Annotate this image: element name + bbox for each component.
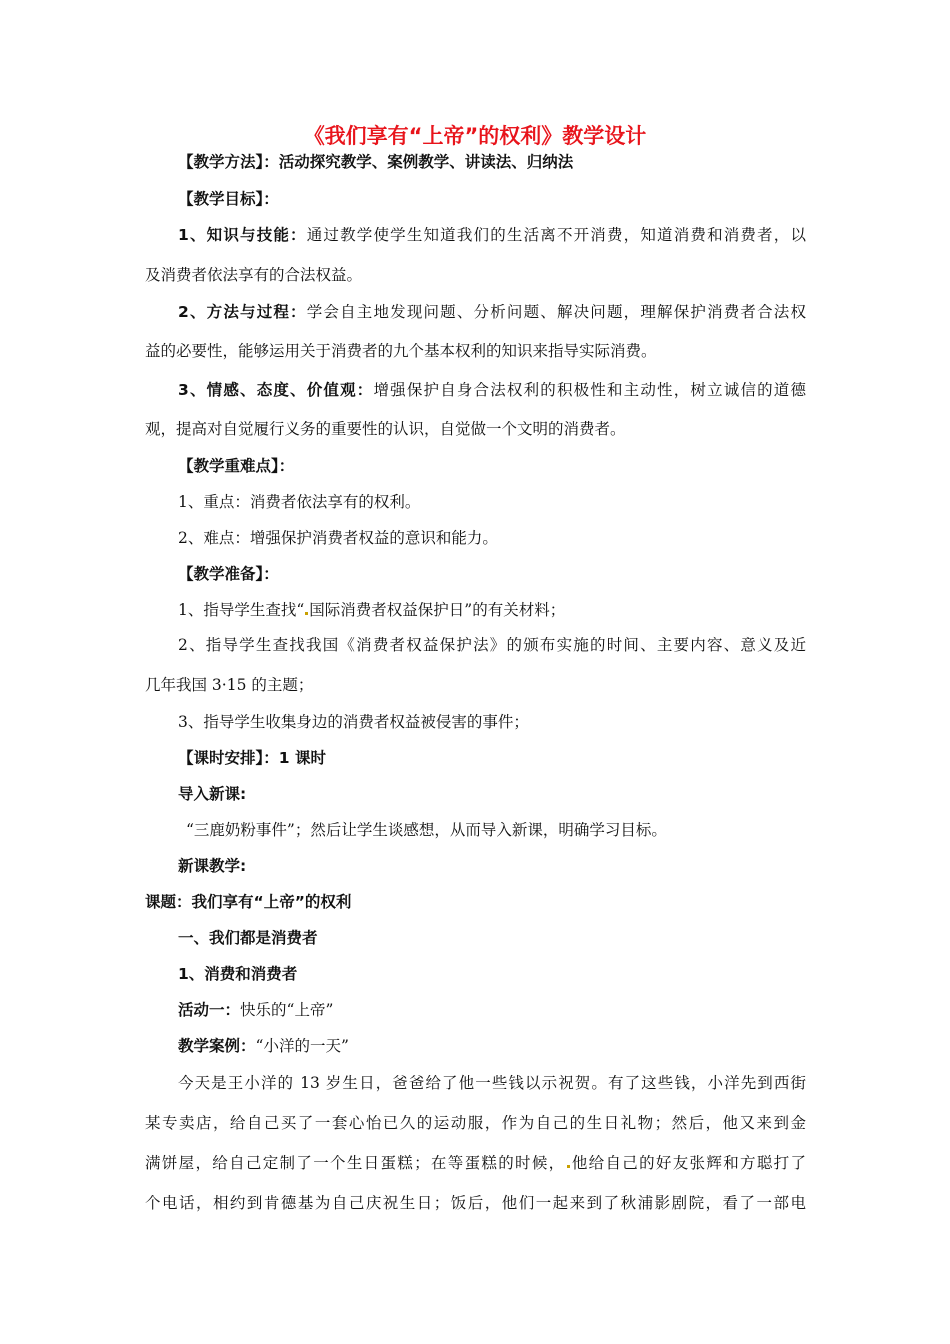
- goal-2-line-1: [178, 302, 806, 322]
- section-1-sub-1-text: 1、消费和消费者: [178, 965, 298, 983]
- intro-label: 导入新课:: [178, 785, 247, 803]
- section-1-title-text: 一、我们都是消费者: [178, 929, 318, 947]
- focus-item-1: 1、重点：消费者依法享有的权利。: [178, 493, 421, 511]
- method-line: [178, 152, 573, 172]
- story-line-3-start: 满饼屋，给自己定制了一个生日蛋糕；在等蛋糕的时候，: [145, 1154, 566, 1172]
- case-line: [178, 1036, 349, 1056]
- method-text: 活动探究教学、案例教学、讲读法、归纳法: [278, 153, 574, 171]
- story-line-2: 某专卖店，给自己买了一套心怡已久的运动服，作为自己的生日礼物；然后，他又来到金: [145, 1114, 806, 1132]
- artifact-dot-icon: [567, 1165, 570, 1168]
- activity-1-line: [178, 1000, 333, 1020]
- goals-label: 【教学目标】：: [178, 190, 279, 208]
- focus-label: 【教学重难点】：: [178, 457, 295, 475]
- topic-text: 我们享有“上帝”的权利: [191, 893, 352, 911]
- goal-1-line-1: [178, 225, 806, 245]
- method-label: 【教学方法】：: [178, 153, 279, 171]
- section-1-title: [178, 928, 318, 948]
- prep-item-1: [178, 600, 565, 620]
- intro-text: “三鹿奶粉事件”；然后让学生谈感想，从而导入新课，明确学习目标。: [186, 821, 667, 839]
- story-line-1: 今天是王小洋的 13 岁生日，爸爸给了他一些钱以示祝贺。有了这些钱，小洋先到西街: [178, 1074, 806, 1092]
- document-title: 《我们享有“上帝”的权利》教学设计: [303, 124, 647, 148]
- schedule-label: 【课时安排】：: [178, 749, 279, 767]
- story-line-4: 个电话，相约到肯德基为自己庆祝生日；饭后，他们一起来到了秋浦影剧院，看了一部电: [145, 1194, 806, 1212]
- goal-3-text: 增强保护自身合法权利的积极性和主动性，树立诚信的道德: [373, 381, 806, 399]
- goal-2-text: 学会自主地发现问题、分析问题、解决问题，理解保护消费者合法权: [306, 303, 806, 321]
- schedule-text: 1 课时: [278, 749, 326, 767]
- prep-label: 【教学准备】：: [178, 565, 279, 583]
- goal-2-line-2: 益的必要性，能够运用关于消费者的九个基本权利的知识来指导实际消费。: [145, 342, 657, 360]
- goal-3-label: 3、情感、态度、价值观：: [178, 381, 374, 399]
- case-text: “小洋的一天”: [255, 1037, 349, 1055]
- case-label: 教学案例：: [178, 1037, 256, 1055]
- prep-item-1-end: 国际消费者权益保护日”的有关材料；: [309, 601, 566, 619]
- goal-3-line-2: 观，提高对自觉履行义务的重要性的认识，自觉做一个文明的消费者。: [145, 420, 626, 438]
- goal-1-text: 通过教学使学生知道我们的生活离不开消费，知道消费和消费者，以: [306, 226, 806, 244]
- story-line-3: [145, 1153, 806, 1173]
- goal-1-line-2: 及消费者依法享有的合法权益。: [145, 266, 363, 284]
- focus-item-2: 2、难点：增强保护消费者权益的意识和能力。: [178, 529, 498, 547]
- prep-heading: [178, 564, 279, 584]
- newlesson-label: 新课教学:: [178, 857, 247, 875]
- prep-item-3: 3、指导学生收集身边的消费者权益被侵害的事件；: [178, 713, 529, 731]
- intro-heading: [178, 784, 246, 804]
- topic-label: 课题：: [145, 893, 192, 911]
- goal-2-label: 2、方法与过程：: [178, 303, 307, 321]
- newlesson-heading: [178, 856, 246, 876]
- topic-line: [145, 892, 351, 912]
- schedule-line: [178, 748, 326, 768]
- prep-item-2-line-2: 几年我国 3·15 的主题；: [145, 676, 314, 694]
- focus-heading: [178, 456, 294, 476]
- goal-3-line-1: [178, 380, 806, 400]
- prep-item-2-line-1: 2、指导学生查找我国《消费者权益保护法》的颁布实施的时间、主要内容、意义及近: [178, 636, 806, 654]
- story-line-3-end: 他给自己的好友张辉和方聪打了: [570, 1154, 806, 1172]
- section-1-sub-1: [178, 964, 297, 984]
- prep-item-1-start: 1、指导学生查找“: [178, 601, 305, 619]
- artifact-dot-icon: [305, 612, 308, 615]
- goals-heading: [178, 189, 279, 209]
- activity-1-label: 活动一：: [178, 1001, 241, 1019]
- activity-1-text: 快乐的“上帝”: [240, 1001, 334, 1019]
- goal-1-label: 1、知识与技能：: [178, 226, 307, 244]
